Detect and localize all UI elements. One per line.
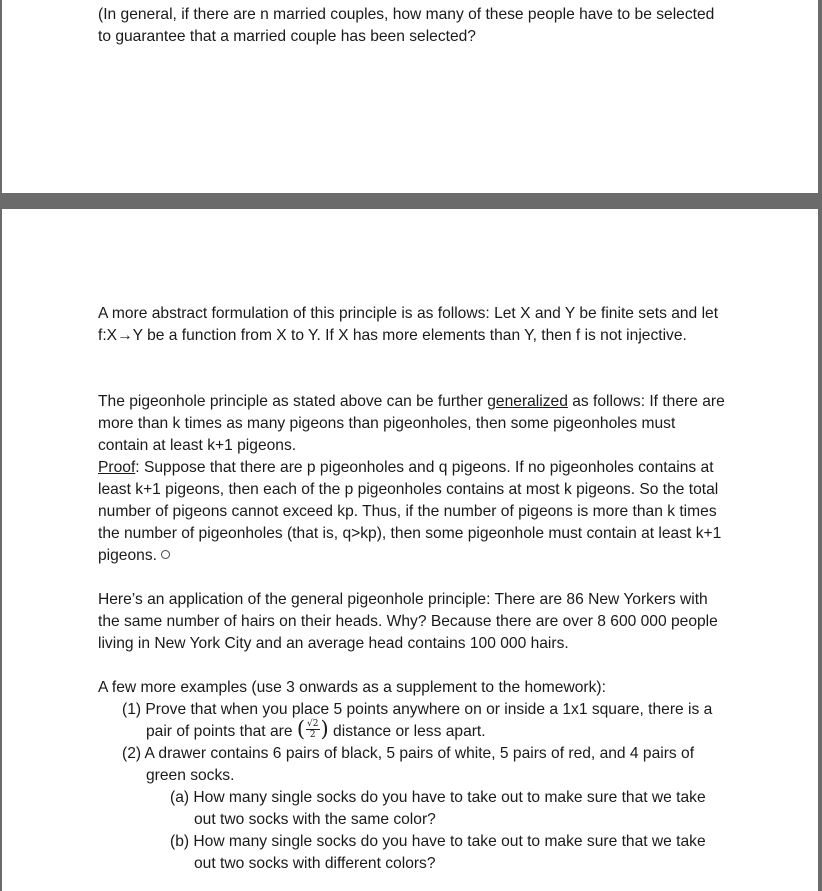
generalized-text-end: as follows: If there are more than k times as many pigeons than pigeonholes, then some pigeonholes must contain at least k+1 pigeons. (98, 393, 725, 454)
example-1-text: (1) Prove that when you place 5 points anywhere on or inside a 1x1 square, there is a pair of points that are (122, 701, 713, 740)
married-couples-question: (In general, if there are n married couples, how many of these people have to be selected to guarantee that a married couple has been selected? (98, 6, 715, 45)
proof-text: : Suppose that there are p pigeonholes and q pigeons. If no pigeonholes contains at least k+1 pigeons, then each of the p pigeonholes contains at most k pigeons. So the total number of pigeons cannot exceed kp. Thus, if the number of pigeons is more than k times the number of pigeonholes (that is, q>kp), then some pigeonhole must contain at least k+1 pigeons. (98, 459, 722, 564)
qed-circle-icon (161, 550, 170, 559)
page-1 (2, 0, 818, 193)
proof-label: Proof (98, 459, 136, 476)
fraction-numerator: √2 (307, 718, 319, 729)
generalized-link[interactable]: generalized (487, 393, 568, 410)
example-2-subitems (146, 787, 728, 875)
page-2 (2, 209, 818, 891)
example-2b: (b) How many single socks do you have to take out to make sure that we take out two socks with different colors? (170, 833, 706, 872)
generalized-text-start: The pigeonhole principle as stated above can be further (98, 393, 488, 410)
examples-list (98, 699, 728, 875)
example-2-text: (2) A drawer contains 6 pairs of black, 5 pairs of white, 5 pairs of red, and 4 pairs of green socks. (122, 745, 695, 784)
example-2 (98, 743, 728, 875)
example-2a: (a) How many single socks do you have to take out to make sure that we take out two socks with the same color? (170, 789, 706, 828)
examples-intro: A few more examples (use 3 onwards as a supplement to the homework): (98, 679, 606, 696)
generalized-principle-paragraph (98, 391, 728, 567)
abstract-formulation-paragraph: A more abstract formulation of this principle is as follows: Let X and Y be finite sets and let f:X→Y be a function from X to Y. If X has more elements than Y, then f is not injective. (98, 305, 719, 344)
application-paragraph: Here’s an application of the general pigeonhole principle: There are 86 New Yorkers with the same number of hairs on their heads. Why? Because there are over 8 600 000 people living in New York City and an average head contains 100 000 hairs. (98, 591, 718, 652)
fraction-denominator: 2 (309, 729, 316, 740)
sqrt2-over-2-fraction: ( $\frac{√2}{2}$ ) (296, 717, 329, 742)
example-1 (98, 699, 728, 743)
examples-section (98, 677, 728, 875)
example-1-text-end: distance or less apart. (328, 723, 486, 740)
